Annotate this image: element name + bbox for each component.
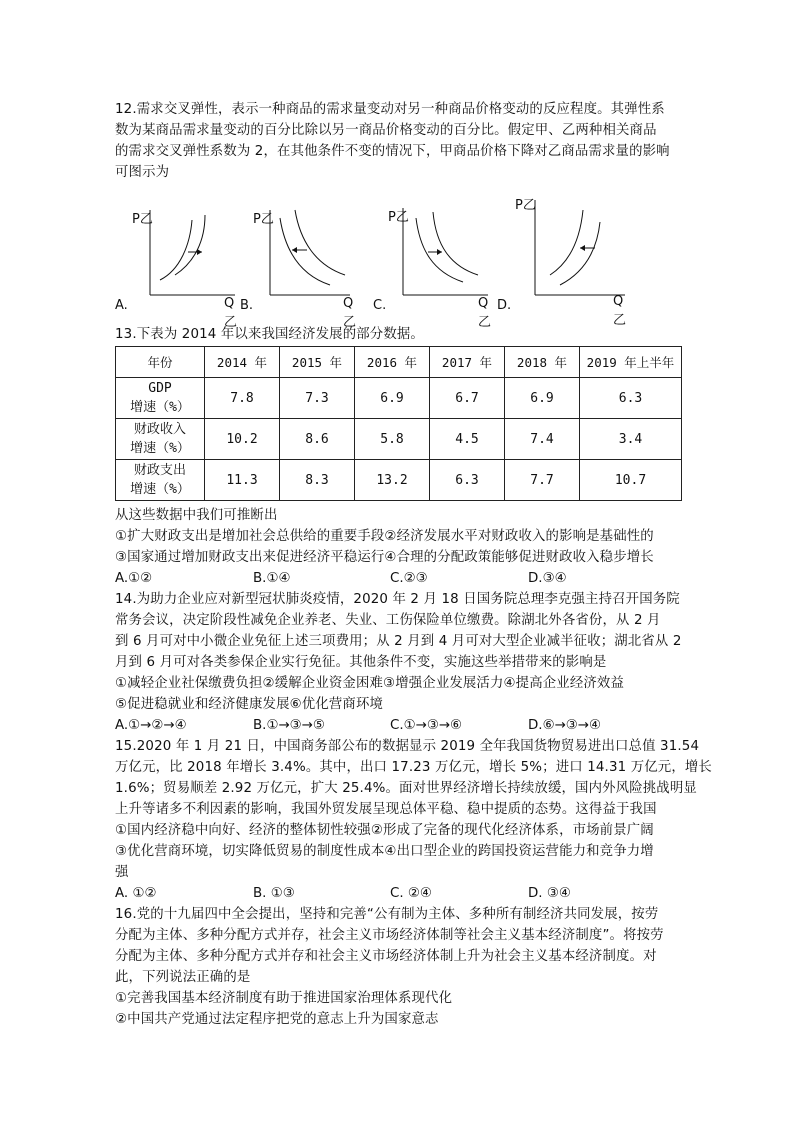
table-header-cell: 2014 年 [205,347,280,378]
graph-b [240,190,365,330]
table-cell: 6.7 [430,378,505,419]
question-line: ⑤促进稳就业和经济健康发展⑥优化营商环境 [115,697,384,712]
question-line: ③国家通过增加财政支出来促进经济平稳运行④合理的分配政策能够促进财政收入稳步增长 [115,550,654,565]
question-line: 强 [115,865,129,880]
question-line: 从这些数据中我们可推断出 [115,508,278,523]
option-b: B.①→③→⑤ [253,718,325,733]
table-cell: 13.2 [355,460,430,501]
option-b: B.①④ [253,571,291,586]
table-cell: 11.3 [205,460,280,501]
question-line: 可图示为 [115,165,170,180]
table-header-cell: 2015 年 [280,347,355,378]
question-line: 上升等诸多不利因素的影响，我国外贸发展呈现总体平稳、稳中提质的态势。这得益于我国 [115,802,657,817]
row-label-line: 财政支出 [133,463,186,478]
table-cell: 3.4 [580,419,682,460]
option-d: D.③④ [528,571,567,586]
option-letter: A. [115,298,128,313]
question-line: 月到 6 月可对各类参保企业实行免征。其他条件不变，实施这些举措带来的影响是 [115,655,607,670]
graph-d [497,190,627,328]
option-a: A. ①② [115,886,157,901]
question-line: 到 6 月可对中小微企业免征上述三项费用；从 2 月到 4 月可对大型企业减半征收；湖北省从 2 [115,634,682,649]
table-header-cell: 2019 年上半年 [580,347,682,378]
row-label-line: 增速（%） [130,441,190,456]
question-line: 分配为主体、多种分配方式并存，社会主义市场经济体制等社会主义基本经济制度”。将按劳 [115,928,664,943]
question-line: 分配为主体、多种分配方式并存和社会主义市场经济体制上升为社会主义基本经济制度。对 [115,949,657,964]
table-cell: 7.8 [205,378,280,419]
table-header-cell: 2016 年 [355,347,430,378]
question-line: ①完善我国基本经济制度有助于推进国家治理体系现代化 [115,991,453,1006]
table-cell: 8.3 [280,460,355,501]
row-label [116,419,205,460]
option-letter: D. [497,298,512,313]
p-axis-label: P乙 [515,198,536,213]
question-line: 1.6%；贸易顺差 2.92 万亿元，扩大 25.4%。面对世界经济增长持续放缓，国内外风险挑战明显 [115,781,697,796]
p-axis-label: P乙 [253,212,274,227]
table-cell: 7.3 [280,378,355,419]
table-cell: 7.4 [505,419,580,460]
question-line: 常务会议，决定阶段性减免企业养老、失业、工伤保险单位缴费。除湖北外各省份，从 2 月 [115,613,661,628]
row-label [116,460,205,501]
question-line: 15.2020 年 1 月 21 日，中国商务部公布的数据显示 2019 全年我国货物贸易进出口总值 31.54 [115,739,700,754]
table-header-row [116,347,682,378]
question-line: 的需求交叉弹性系数为 2，在其他条件不变的情况下，甲商品价格下降对乙商品需求量的影响 [115,144,670,159]
question-line: ②中国共产党通过法定程序把党的意志上升为国家意志 [115,1012,439,1027]
table-header-cell: 年份 [116,347,205,378]
row-label-line: 增速（%） [130,482,190,497]
q-axis-label: Q乙 [343,296,357,330]
question-line: ①国内经济稳中向好、经济的整体韧性较强②形成了完备的现代化经济体系，市场前景广阔 [115,823,654,838]
option-c: C. ②④ [390,886,432,901]
table-cell: 7.7 [505,460,580,501]
q-axis-label: Q乙 [613,294,627,328]
table-cell: 6.9 [505,378,580,419]
option-d: D.⑥→③→④ [528,718,602,733]
table-header-cell: 2017 年 [430,347,505,378]
table-cell: 10.7 [580,460,682,501]
option-letter: C. [373,298,387,313]
q-axis-label: Q乙 [478,296,492,330]
p-axis-label: P乙 [388,210,409,225]
question-line: 16.党的十九届四中全会提出，坚持和完善“公有制为主体、多种所有制经济共同发展，按劳 [115,907,659,922]
economic-data-table [115,346,682,501]
table-row [116,460,682,501]
q-axis-label: Q乙 [224,296,238,330]
question-line: 14.为助力企业应对新型冠状肺炎疫情，2020 年 2 月 18 日国务院总理李克强主持召开国务院 [115,592,680,607]
option-a: A.①② [115,571,153,586]
question-line: ①扩大财政支出是增加社会总供给的重要手段②经济发展水平对财政收入的影响是基础性的 [115,529,654,544]
question-line: 12.需求交叉弹性，表示一种商品的需求量变动对另一种商品价格变动的反应程度。其弹性系 [115,102,665,117]
option-letter: B. [240,298,254,313]
row-label-line: GDP [148,381,172,396]
row-label [116,378,205,419]
table-cell: 6.3 [580,378,682,419]
option-d: D. ③④ [528,886,571,901]
table-row [116,419,682,460]
question-line: 数为某商品需求量变动的百分比除以另一商品价格变动的百分比。假定甲、乙两种相关商品 [115,123,657,138]
table-cell: 6.9 [355,378,430,419]
p-axis-label: P乙 [132,212,153,227]
question-title: 13.下表为 2014 年以来我国经济发展的部分数据。 [115,327,424,342]
graph-c [373,190,498,330]
table-cell: 8.6 [280,419,355,460]
table-row [116,378,682,419]
table-header-cell: 2018 年 [505,347,580,378]
question-line: 此，下列说法正确的是 [115,970,251,985]
question-line: 万亿元，比 2018 年增长 3.4%。其中，出口 17.23 万亿元，增长 5%；进口 14.31 万亿元，增长 [115,760,712,775]
table-cell: 6.3 [430,460,505,501]
graph-a [115,190,240,330]
table-cell: 4.5 [430,419,505,460]
row-label-line: 增速（%） [130,400,190,415]
question-line: ③优化营商环境，切实降低贸易的制度性成本④出口型企业的跨国投资运营能力和竞争力增 [115,844,654,859]
option-b: B. ①③ [253,886,295,901]
option-c: C.②③ [390,571,428,586]
question-line: ①减轻企业社保缴费负担②缓解企业资金困难③增强企业发展活力④提高企业经济效益 [115,676,624,691]
option-a: A.①→②→④ [115,718,187,733]
table-cell: 10.2 [205,419,280,460]
row-label-line: 财政收入 [133,422,186,437]
option-c: C.①→③→⑥ [390,718,463,733]
table-cell: 5.8 [355,419,430,460]
